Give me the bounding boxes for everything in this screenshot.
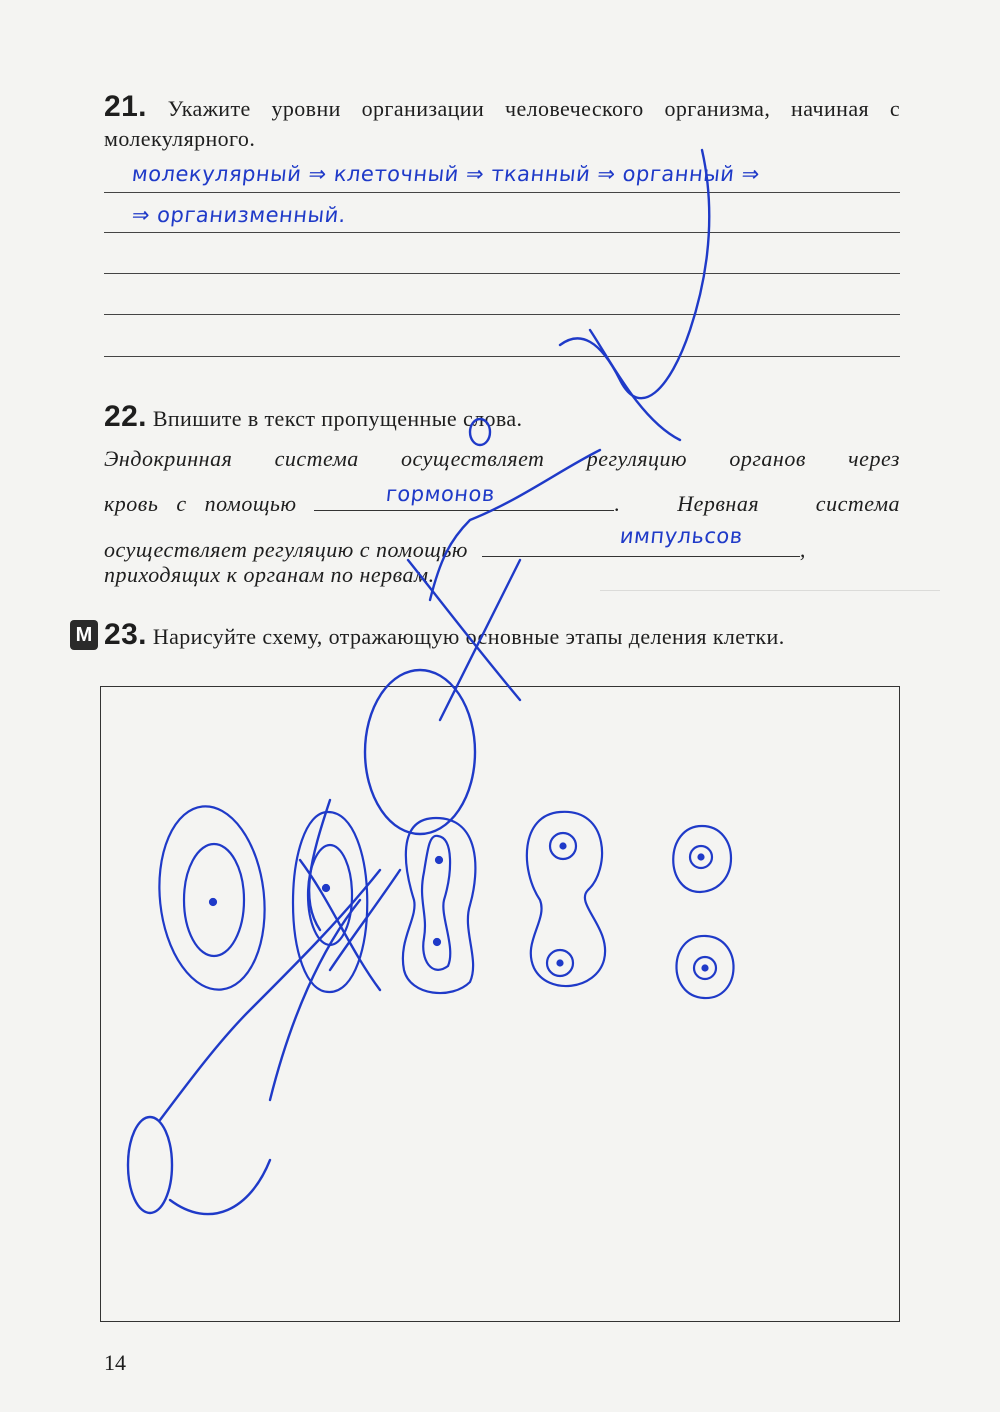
page-number: 14 xyxy=(104,1350,126,1375)
handwritten-answer-hormones: гормонов xyxy=(384,482,497,506)
question-22 xyxy=(104,400,900,434)
question-23 xyxy=(104,620,900,652)
fill-text-line-3 xyxy=(104,536,900,563)
handwritten-answer-impulses: импульсов xyxy=(618,524,744,548)
handwritten-answer-21-line1: молекулярный ⇒ клеточный ⇒ тканный ⇒ органный ⇒ xyxy=(130,162,762,186)
fill-text-line-3-start: осуществляет регуляцию с помощью xyxy=(104,537,468,562)
question-21 xyxy=(104,92,900,154)
fill-text-line-1: Эндокринная система осуществляет регуляцию органов через xyxy=(104,446,900,471)
bleed-table xyxy=(600,590,940,591)
fill-text-line-3-end: , xyxy=(799,537,806,562)
answer-line-4 xyxy=(104,314,900,315)
question-23-number: 23. xyxy=(104,618,147,651)
fill-text-line-2 xyxy=(104,490,900,517)
answer-line-2 xyxy=(104,232,900,233)
question-22-text: Впишите в текст пропущенные слова. xyxy=(152,406,523,431)
fill-text-line-4: приходящих к органам по нервам. xyxy=(104,562,435,587)
answer-line-3 xyxy=(104,273,900,274)
fill-text-line-2-end: . Нервная система xyxy=(614,491,900,516)
question-23-text-block xyxy=(104,620,900,652)
m-marker-badge: М xyxy=(70,620,98,650)
question-21-text: Укажите уровни организации человеческого организма, начиная с молекулярного. xyxy=(104,96,900,151)
question-21-text-block xyxy=(104,92,900,154)
question-22-number: 22. xyxy=(104,400,147,433)
drawing-area[interactable] xyxy=(100,686,900,1322)
handwritten-answer-21-line2: ⇒ организменный. xyxy=(130,203,348,227)
fill-text-line-2-start: кровь с помощью xyxy=(104,491,297,516)
answer-line-1 xyxy=(104,192,900,193)
question-23-text: Нарисуйте схему, отражающую основные этапы деления клетки. xyxy=(152,624,785,649)
question-21-number: 21. xyxy=(104,90,147,123)
answer-line-5 xyxy=(104,356,900,357)
